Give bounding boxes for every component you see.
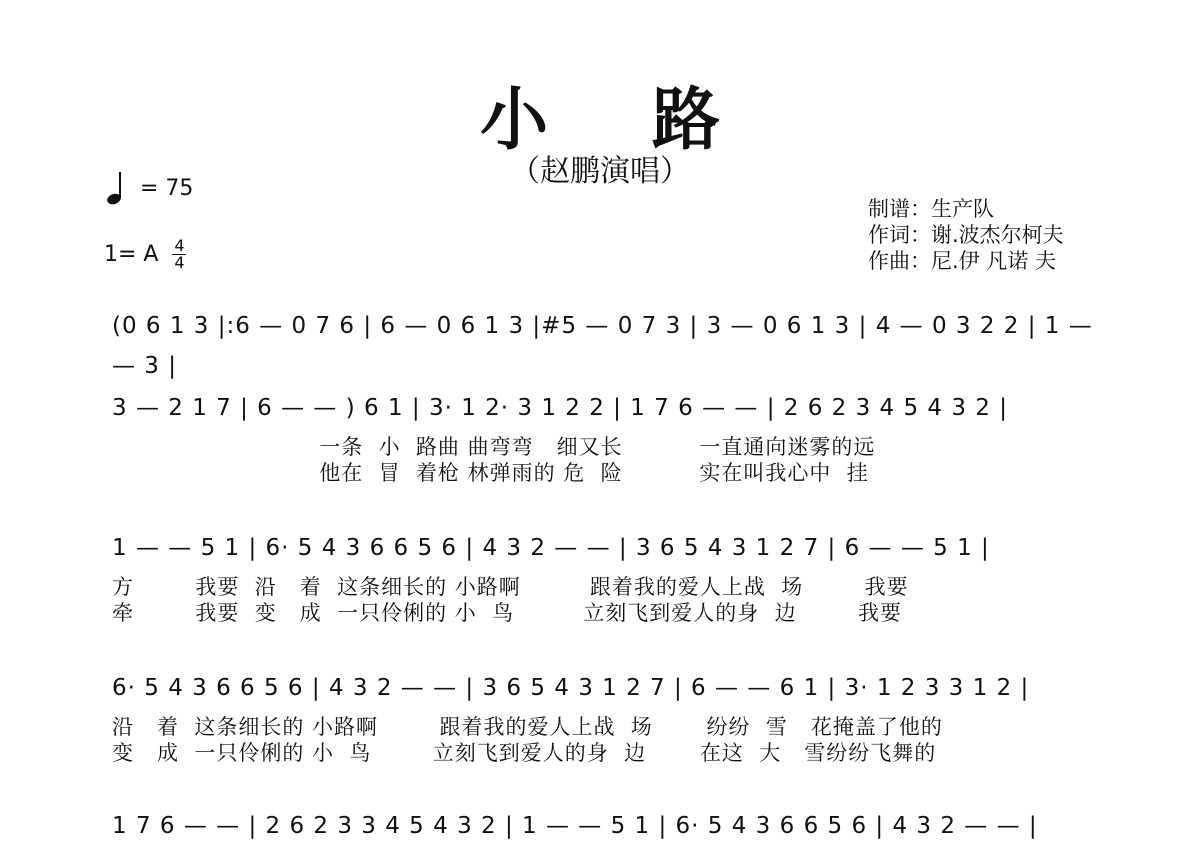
time-signature-bottom: 4	[174, 253, 185, 272]
time-signature	[172, 238, 186, 271]
score-line-3	[112, 528, 1102, 628]
lyric-verse-1-line-3: 方 我要 沿 着 这条细长的 小路啊 跟着我的爱人上战 场 我要	[112, 575, 909, 599]
lyric-verse-2-line-4: 变 成 一只伶俐的 小 鸟 立刻飞到爱人的身 边 在这 大 雪纷纷飞舞的	[112, 741, 937, 765]
credits-block	[868, 196, 1064, 274]
lyricist-credit: 作词：谢.波杰尔柯夫	[868, 223, 1064, 247]
lyric-verse-2-line-2: 他在 冒 着枪 林弹雨的 危 险 实在叫我心中 挂	[112, 461, 869, 485]
lyric-verse-1-line-2: 一条 小 路曲 曲弯弯 细又长 一直通向迷雾的远	[112, 435, 876, 459]
score-line-2	[112, 388, 1102, 488]
score-line-5	[112, 806, 1102, 850]
time-signature-top: 4	[174, 236, 185, 255]
key-label: 1= A	[104, 242, 159, 267]
score-line-4	[112, 668, 1102, 768]
notation-line-3: 1 — — 5 1 | 6· 5 4 3 6 6 5 6 | 4 3 2 — — | 3 6 5 4 3 1 2 7 | 6 — — 5 1 |	[112, 535, 990, 561]
notation-line-2: 3 — 2 1 7 | 6 — — ) 6 1 | 3· 1 2· 3 1 2 2 | 1 7 6 — — | 2 6 2 3 4 5 4 3 2 |	[112, 395, 1009, 421]
quarter-note-icon	[104, 168, 134, 208]
tempo-marking	[104, 168, 193, 208]
lyric-verse-2-line-3: 牵 我要 变 成 一只伶俐的 小 鸟 立刻飞到爱人的身 边 我要	[112, 601, 902, 625]
key-signature	[104, 238, 186, 271]
notation-line-5: 1 7 6 — — | 2 6 2 3 3 4 5 4 3 2 | 1 — — 5 1 | 6· 5 4 3 6 6 5 6 | 4 3 2 — — |	[112, 813, 1038, 839]
notation-line-1: (0 6 1 3 |:6 — 0 7 6 | 6 — 0 6 1 3 |#5 — 0 7 3 | 3 — 0 6 1 3 | 4 — 0 3 2 2 | 1 — — 3 |	[112, 313, 1093, 379]
lyric-verse-1-line-4: 沿 着 这条细长的 小路啊 跟着我的爱人上战 场 纷纷 雪 花掩盖了他的	[112, 715, 943, 739]
composer-credit: 作曲：尼.伊 凡诺 夫	[868, 249, 1057, 273]
performer-subtitle: （赵鹏演唱）	[510, 154, 690, 189]
transcriber-credit: 制谱：生产队	[868, 197, 994, 221]
song-title: 小 路	[480, 81, 760, 160]
notation-line-4: 6· 5 4 3 6 6 5 6 | 4 3 2 — — | 3 6 5 4 3 1 2 7 | 6 — — 6 1 | 3· 1 2 3 3 1 2 |	[112, 675, 1030, 701]
tempo-value: = 75	[140, 175, 194, 201]
score-line-1	[112, 306, 1102, 379]
